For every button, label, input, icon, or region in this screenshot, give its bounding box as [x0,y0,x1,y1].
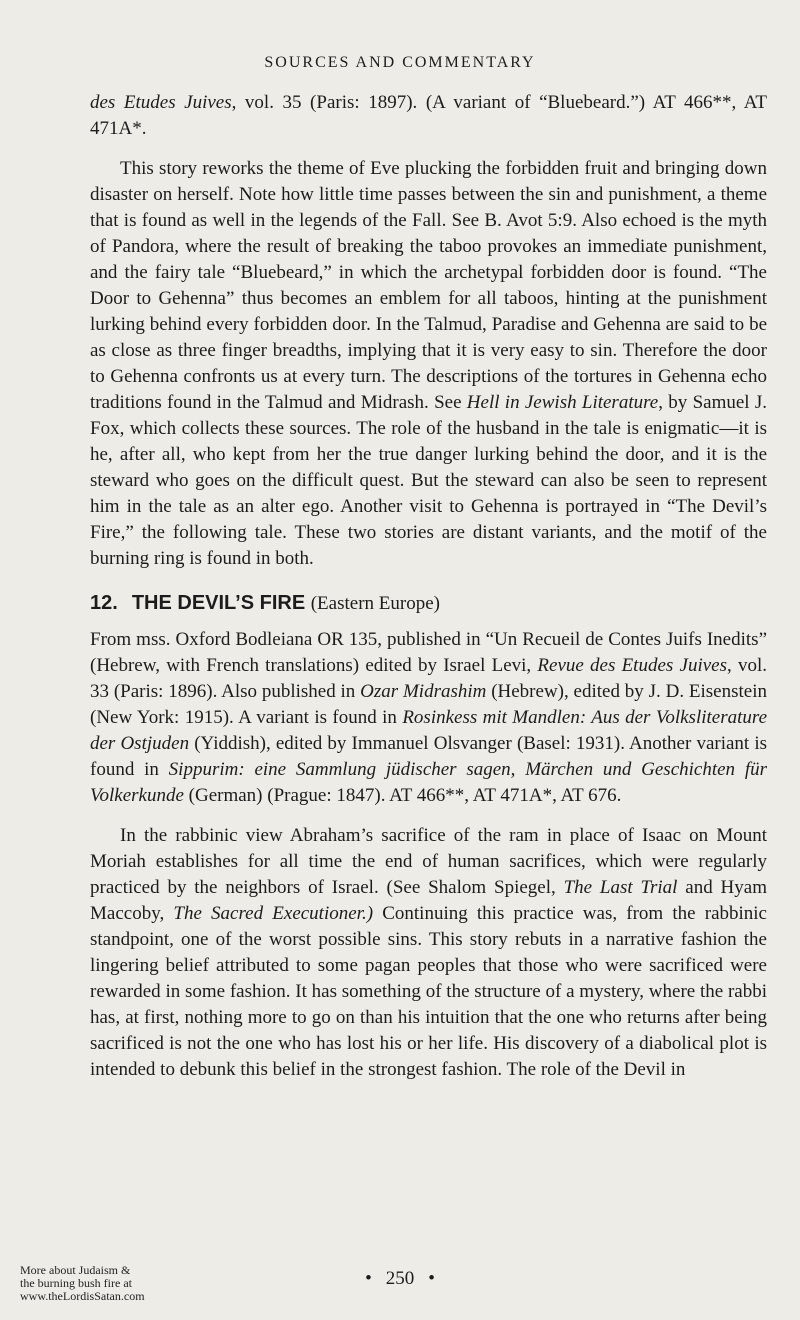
bullet-icon: • [428,1268,435,1289]
italic-title: Rosinkess mit Mandlen: Aus der Volksliterature der Ostjuden [90,707,768,754]
text-run: From mss. Oxford Bodleiana OR 135, published in “Un Recueil de Contes Juifs Inedits” (Hebrew, with French translations) edited by Israel Levi, [90,629,767,676]
section-title: THE DEVIL’S FIRE [131,592,306,614]
section-number: 12. [90,592,118,614]
paragraph-continuation [90,90,767,142]
watermark-line: More about Judaism & [20,1263,131,1277]
italic-title: The Sacred Executioner.) [173,903,374,924]
text-run: (Hebrew), edited by J. D. Eisenstein (New York: 1915). A variant is found in [90,681,767,728]
text-run: This story reworks the theme of Eve plucking the forbidden fruit and bringing down disaster on herself. Note how little time passes between the sin and punishment, a theme that is found as well in the legends of the Fall. See B. Avot 5:9. Also echoed is the myth of Pandora, where the result of breaking the taboo provokes an immediate punishment, and the fairy tale “Bluebeard,” in which the archetypal forbidden door is found. “The Door to Gehenna” thus becomes an emblem for all taboos, hinting at the punishment lurking behind every forbidden door. In the Talmud, Paradise and Gehenna are said to be as close as three finger breadths, implying that it is very easy to sin. Therefore the door to Gehenna confronts us at every turn. The descriptions of the tortures in Gehenna echo traditions found in the Talmud and Midrash. See [90,158,767,413]
text-run: , by Samuel J. Fox, which collects these sources. The role of the husband in the tale is enigmatic—it is he, after all, who kept from her the true danger lurking behind the door, and it is the steward who goes on the difficult quest. But the steward can also be seen to represent him in the tale as an alter ego. Another visit to Gehenna is portrayed in “The Devil’s Fire,” the following tale. These two stories are distant variants, and the motif of the burning ring is found in both. [90,392,767,569]
text-run: , vol. 35 (Paris: 1897). (A variant of “Bluebeard.”) AT 466**, AT 471A*. [90,92,767,139]
bullet-icon: • [365,1268,372,1289]
page-number-value: 250 [385,1268,415,1289]
paragraph-commentary [90,156,767,572]
section-heading [90,590,767,617]
italic-title: Hell in Jewish Literature [466,392,659,413]
italic-title: Sippurim: eine Sammlung jüdischer sagen, Märchen und Geschichten für Volkerkunde [90,759,768,806]
italic-title: The Last Trial [563,877,678,898]
text-run: In the rabbinic view Abraham’s sacrifice of the ram in place of Isaac on Mount Moriah establishes for all time the end of human sacrifices, which were regularly practiced by the neighbors of Israel. (See Shalom Spiegel, [90,825,767,898]
running-head: SOURCES AND COMMENTARY [264,54,536,71]
paragraph-source [90,627,767,809]
text-run: (German) (Prague: 1847). AT 466**, AT 471A*, AT 676. [183,785,622,806]
text-run: (Yiddish), edited by Immanuel Olsvanger (Basel: 1931). Another variant is found in [90,733,767,780]
watermark-line: the burning bush fire at [20,1276,132,1290]
italic-title: Revue des Etudes Juives [537,655,727,676]
italic-title: des Etudes Juives [90,92,232,113]
watermark-url: www.theLordisSatan.com [20,1289,145,1303]
text-run: Continuing this practice was, from the rabbinic standpoint, one of the worst possible sins. This story rebuts in a narrative fashion the lingering belief attributed to some pagan peoples that those who were sacrificed were rewarded in some fashion. It has something of the structure of a mystery, where the rabbi has, at first, nothing more to go on than his intuition that the one who returns after being sacrificed is not the one who has lost his or her life. His discovery of a diabolical plot is intended to debunk this belief in the strongest fashion. The role of the Devil in [90,903,767,1080]
watermark [20,1264,145,1303]
text-run: , vol. 33 (Paris: 1896). Also published in [90,655,768,702]
text-run: and Hyam Maccoby, [90,877,767,924]
page-body [90,90,767,1083]
section-region: (Eastern Europe) [310,593,440,614]
italic-title: Ozar Midrashim [360,681,487,702]
paragraph-commentary-2 [90,823,767,1083]
